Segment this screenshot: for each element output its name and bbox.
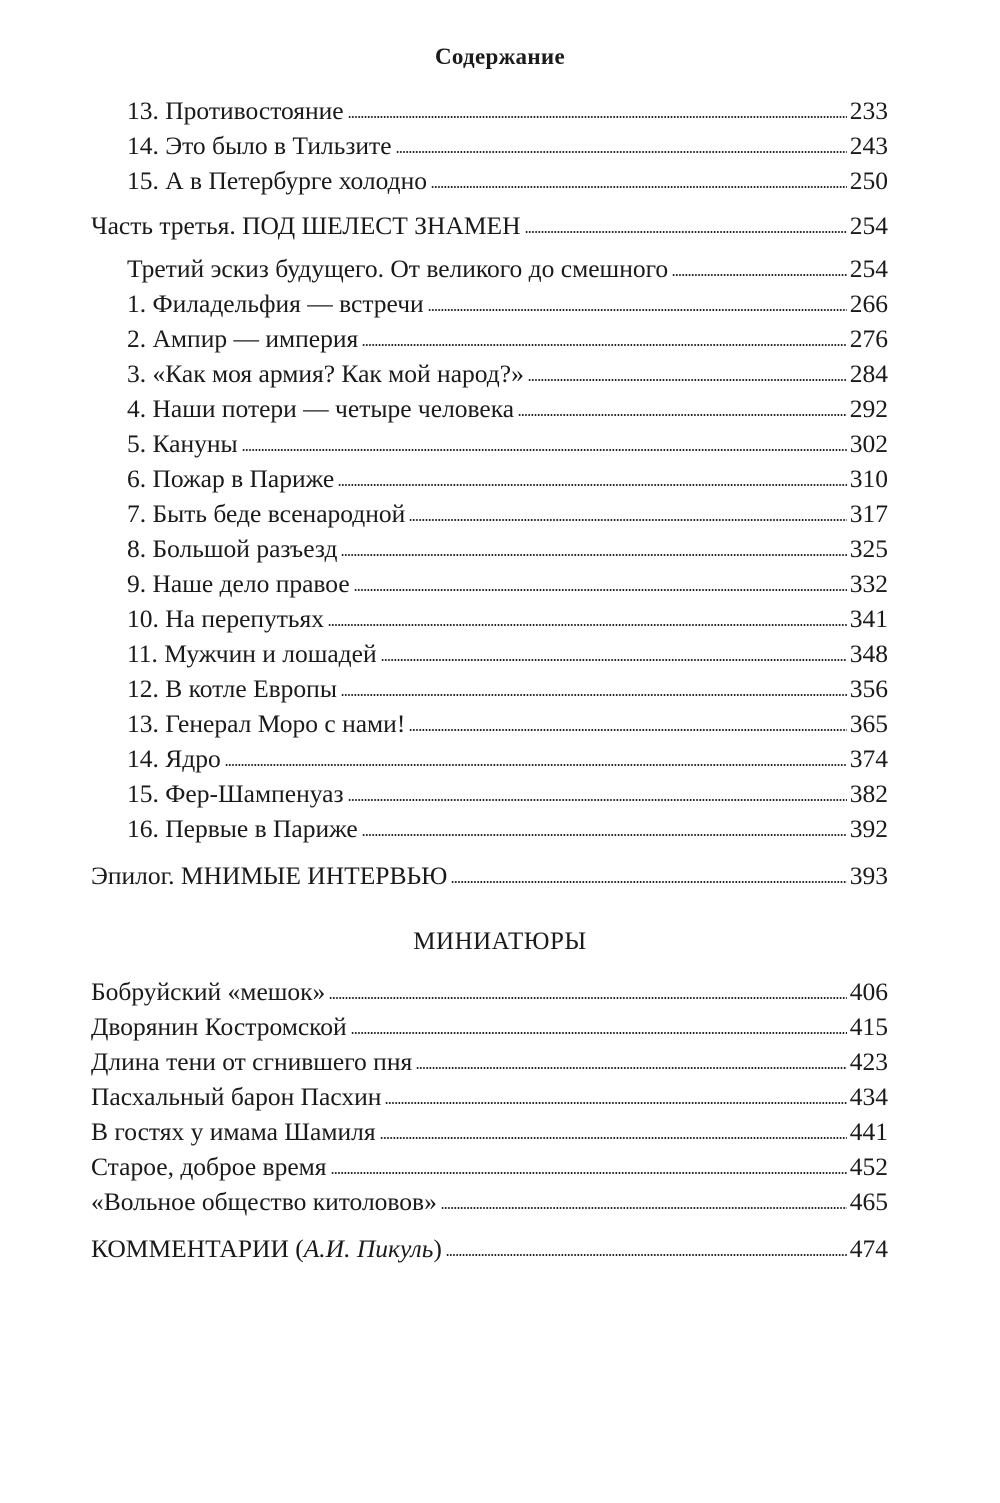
dot-leader bbox=[341, 694, 847, 696]
dot-leader bbox=[441, 1207, 847, 1209]
dot-leader bbox=[331, 1172, 847, 1174]
toc-entry-page: 374 bbox=[849, 744, 888, 773]
toc-entry-page: 356 bbox=[849, 674, 888, 703]
toc-entry-page: 423 bbox=[849, 1047, 888, 1076]
toc-entry-title: 7. Быть беде всенародной bbox=[127, 499, 406, 528]
toc-entry bbox=[127, 131, 888, 161]
toc-entry-commentary bbox=[91, 1234, 888, 1264]
toc-entry-title: 14. Это было в Тильзите bbox=[127, 131, 392, 160]
toc-entry-title: 14. Ядро bbox=[127, 744, 221, 773]
page-header: Содержание bbox=[435, 44, 565, 69]
dot-leader bbox=[328, 624, 847, 626]
dot-leader bbox=[451, 881, 846, 883]
toc-entry bbox=[127, 429, 888, 459]
toc-entry-title: Бобруйский «мешок» bbox=[91, 977, 326, 1006]
toc-entry bbox=[91, 1187, 888, 1217]
dot-leader bbox=[672, 274, 847, 276]
toc-entry bbox=[91, 1012, 888, 1042]
toc-entry-title: 15. Фер-Шампенуаз bbox=[127, 779, 344, 808]
toc-part-entry bbox=[91, 211, 888, 241]
toc-entry-page: 465 bbox=[849, 1187, 888, 1216]
commentary-author: А.И. Пикуль bbox=[303, 1234, 434, 1263]
toc-entry-page: 317 bbox=[849, 499, 888, 528]
toc-entry-title: 12. В котле Европы bbox=[127, 674, 337, 703]
dot-leader bbox=[351, 1032, 847, 1034]
toc-entry bbox=[127, 166, 888, 196]
dot-leader bbox=[385, 1102, 846, 1104]
dot-leader bbox=[381, 659, 847, 661]
toc-entry-title: В гостях у имама Шамиля bbox=[91, 1117, 376, 1146]
toc-entry-page: 332 bbox=[849, 569, 888, 598]
toc-entry-title: Длина тени от сгнившего пня bbox=[91, 1047, 413, 1076]
toc-entry bbox=[91, 1152, 888, 1182]
toc-entry bbox=[127, 814, 888, 844]
dot-leader bbox=[362, 344, 847, 346]
toc-entry-page: 254 bbox=[849, 254, 888, 283]
toc-entry-title: 13. Генерал Моро с нами! bbox=[127, 709, 406, 738]
toc-entry-page: 284 bbox=[849, 359, 888, 388]
toc-entry-title: 4. Наши потери — четыре человека bbox=[127, 394, 515, 423]
toc-entry-page: 325 bbox=[849, 534, 888, 563]
toc-entry-page: 310 bbox=[849, 464, 888, 493]
toc-entry bbox=[127, 289, 888, 319]
toc-entry-title: 11. Мужчин и лошадей bbox=[127, 639, 377, 668]
toc-entry-page: 392 bbox=[849, 814, 888, 843]
toc-entry-page: 341 bbox=[849, 604, 888, 633]
dot-leader bbox=[380, 1137, 847, 1139]
dot-leader bbox=[242, 449, 847, 451]
toc-entry-title: 13. Противостояние bbox=[127, 96, 344, 125]
toc-entry-page: 434 bbox=[849, 1082, 888, 1111]
toc-entry bbox=[127, 674, 888, 704]
toc-entry-page: 452 bbox=[849, 1152, 888, 1181]
toc-entry-title: 5. Кануны bbox=[127, 429, 238, 458]
toc-entry bbox=[91, 977, 888, 1007]
toc-entry bbox=[127, 359, 888, 389]
toc-entry-title: 10. На перепутьях bbox=[127, 604, 325, 633]
toc-part-page: 393 bbox=[849, 861, 888, 890]
dot-leader bbox=[338, 484, 847, 486]
dot-leader bbox=[329, 997, 846, 999]
toc-part-title: Часть третья. ПОД ШЕЛЕСТ ЗНАМЕН bbox=[91, 211, 521, 240]
dot-leader bbox=[409, 729, 846, 731]
toc-entry-page: 365 bbox=[849, 709, 888, 738]
toc-entry bbox=[127, 96, 888, 126]
toc-entry bbox=[127, 569, 888, 599]
toc-entry-page: 441 bbox=[849, 1117, 888, 1146]
dot-leader bbox=[348, 799, 847, 801]
toc-entry-title: Третий эскиз будущего. От великого до смешного bbox=[127, 254, 669, 283]
toc-entry bbox=[127, 744, 888, 774]
toc-entry-page: 250 bbox=[849, 166, 888, 195]
toc-entry-title: Старое, доброе время bbox=[91, 1152, 327, 1181]
dot-leader bbox=[428, 309, 847, 311]
commentary-page: 474 bbox=[849, 1234, 888, 1263]
toc-entry-title: 9. Наше дело правое bbox=[127, 569, 350, 598]
toc-entry-title: Дворянин Костромской bbox=[91, 1012, 347, 1041]
toc-entry-page: 382 bbox=[849, 779, 888, 808]
dot-leader bbox=[396, 151, 847, 153]
toc-entry-title: 3. «Как моя армия? Как мой народ?» bbox=[127, 359, 524, 388]
toc-entry-title: 8. Большой разъезд bbox=[127, 534, 338, 563]
toc-entry bbox=[127, 604, 888, 634]
toc-entry bbox=[127, 639, 888, 669]
toc-entry-page: 233 bbox=[849, 96, 888, 125]
dot-leader bbox=[354, 589, 847, 591]
toc-entry-title: Пасхальный барон Пасхин bbox=[91, 1082, 382, 1111]
toc-entry-page: 415 bbox=[849, 1012, 888, 1041]
toc-entry bbox=[127, 534, 888, 564]
toc-entry-page: 348 bbox=[849, 639, 888, 668]
commentary-title-suffix: ) bbox=[433, 1234, 442, 1263]
toc-entry-page: 266 bbox=[849, 289, 888, 318]
toc-entry bbox=[127, 254, 888, 284]
commentary-title bbox=[91, 1234, 442, 1264]
dot-leader bbox=[431, 186, 847, 188]
toc-entry bbox=[127, 394, 888, 424]
toc-entry-page: 292 bbox=[849, 394, 888, 423]
toc-entry bbox=[127, 464, 888, 494]
toc-entry-title: «Вольное общество китоловов» bbox=[91, 1187, 437, 1216]
commentary-title-prefix: КОММЕНТАРИИ ( bbox=[91, 1234, 304, 1263]
dot-leader bbox=[341, 554, 846, 556]
dot-leader bbox=[409, 519, 846, 521]
dot-leader bbox=[528, 379, 847, 381]
toc-entry-page: 243 bbox=[849, 131, 888, 160]
toc-entry bbox=[91, 1047, 888, 1077]
toc-entry-title: 1. Филадельфия — встречи bbox=[127, 289, 424, 318]
dot-leader bbox=[362, 834, 847, 836]
toc-entry-title: 6. Пожар в Париже bbox=[127, 464, 335, 493]
toc-entry bbox=[127, 499, 888, 529]
dot-leader bbox=[525, 231, 847, 233]
toc-entry bbox=[91, 1117, 888, 1147]
dot-leader bbox=[416, 1067, 847, 1069]
toc-part-page: 254 bbox=[849, 211, 888, 240]
toc-part-title: Эпилог. МНИМЫЕ ИНТЕРВЬЮ bbox=[91, 861, 448, 890]
dot-leader bbox=[446, 1254, 847, 1256]
toc-entry bbox=[91, 1082, 888, 1112]
toc-entry bbox=[127, 779, 888, 809]
section-heading: МИНИАТЮРЫ bbox=[413, 928, 587, 955]
dot-leader bbox=[348, 116, 847, 118]
toc-entry-page: 302 bbox=[849, 429, 888, 458]
toc-part-entry bbox=[91, 861, 888, 891]
toc-entry-page: 276 bbox=[849, 324, 888, 353]
toc-entry-title: 2. Ампир — империя bbox=[127, 324, 359, 353]
toc-entry bbox=[127, 324, 888, 354]
toc-entry-title: 16. Первые в Париже bbox=[127, 814, 358, 843]
toc-entry-title: 15. А в Петербурге холодно bbox=[127, 166, 428, 195]
toc-entry bbox=[127, 709, 888, 739]
dot-leader bbox=[518, 414, 847, 416]
dot-leader bbox=[225, 764, 847, 766]
toc-entry-page: 406 bbox=[849, 977, 888, 1006]
